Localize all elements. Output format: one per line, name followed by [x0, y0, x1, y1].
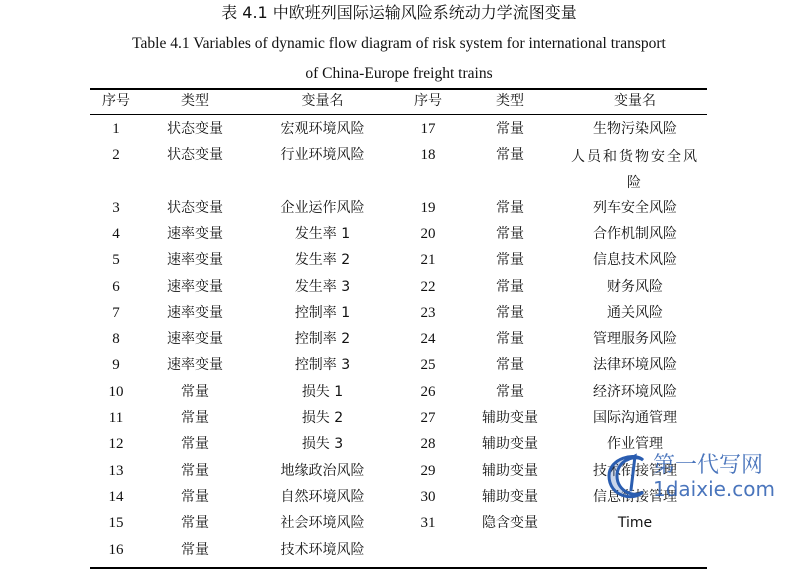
cell-seq-left: 7 — [112, 304, 120, 321]
cell-type-right: 常量 — [496, 252, 524, 269]
header-varname-right: 变量名 — [614, 93, 656, 109]
cell-varname-left: 控制率 3 — [294, 357, 351, 374]
cell-varname-right: 通关风险 — [607, 304, 663, 321]
cell-seq-right: 20 — [420, 225, 436, 242]
cell-type-right: 常量 — [496, 147, 524, 164]
cell-seq-left: 6 — [112, 278, 120, 295]
header-type-left: 类型 — [181, 93, 209, 109]
cell-seq-left: 2 — [112, 147, 120, 164]
cell-seq-left: 3 — [112, 199, 120, 216]
cell-seq-left: 12 — [108, 436, 124, 453]
table-row — [0, 249, 798, 271]
cell-seq-left: 8 — [112, 331, 120, 348]
cell-type-left: 常量 — [181, 541, 209, 558]
caption-english-line-1: Table 4.1 Variables of dynamic flow diagram of risk system for international transport — [132, 35, 666, 52]
cell-varname-right: 财务风险 — [607, 278, 663, 295]
cell-type-left: 速率变量 — [167, 331, 223, 348]
header-seq-right: 序号 — [414, 93, 442, 109]
cell-seq-right: 19 — [420, 199, 436, 216]
cell-type-right: 常量 — [496, 121, 524, 137]
cell-seq-right: 25 — [420, 357, 436, 374]
cell-seq-right: 29 — [420, 462, 436, 479]
cell-seq-right: 26 — [420, 383, 436, 400]
cell-varname-right: Time — [617, 515, 653, 532]
cell-varname-left: 技术环境风险 — [280, 541, 365, 558]
cell-type-right: 常量 — [496, 199, 524, 216]
cell-varname-right: 合作机制风险 — [593, 225, 677, 242]
cell-varname-right: 列车安全风险 — [593, 199, 677, 216]
watermark-en-text: 1daixie.com — [653, 477, 776, 501]
table-row — [0, 486, 798, 508]
cell-varname-right: 国际沟通管理 — [593, 410, 677, 426]
cell-type-left: 常量 — [181, 462, 209, 479]
table-row — [0, 118, 798, 140]
table-header-rule — [90, 114, 707, 115]
cell-varname-right: 法律环境风险 — [593, 357, 677, 374]
table-row — [0, 512, 798, 534]
cell-type-left: 速率变量 — [167, 304, 223, 321]
cell-varname-left: 控制率 1 — [294, 304, 351, 321]
cell-varname-right: 技术衔接管理 — [593, 462, 677, 479]
cell-varname-left: 行业环境风险 — [280, 147, 365, 164]
cell-seq-left: 4 — [112, 225, 120, 242]
cell-varname-left: 损失 1 — [301, 383, 344, 400]
table-row — [0, 144, 798, 192]
cell-seq-left: 16 — [108, 541, 124, 558]
table-row — [0, 407, 798, 429]
cell-varname-left: 损失 3 — [301, 436, 344, 453]
cell-seq-left: 9 — [112, 357, 120, 374]
cell-seq-left: 13 — [108, 462, 124, 479]
cell-type-right: 常量 — [496, 383, 524, 400]
cell-varname-left: 企业运作风险 — [280, 199, 365, 216]
cell-type-left: 速率变量 — [167, 357, 223, 374]
table-row — [0, 276, 798, 298]
cell-type-left: 速率变量 — [167, 278, 223, 295]
cell-varname-left: 损失 2 — [301, 410, 344, 426]
cell-type-right: 常量 — [496, 331, 524, 348]
table-row — [0, 302, 798, 324]
cell-varname-left: 宏观环境风险 — [280, 121, 365, 137]
cell-type-left: 常量 — [181, 488, 209, 505]
cell-seq-right: 30 — [420, 488, 436, 505]
cell-varname-left: 发生率 1 — [294, 225, 351, 242]
cell-seq-right: 28 — [420, 436, 436, 453]
cell-seq-right: 23 — [420, 304, 436, 321]
table-row — [0, 433, 798, 455]
table-row — [0, 223, 798, 245]
table-row — [0, 381, 798, 403]
cell-type-right: 常量 — [496, 225, 524, 242]
cell-varname-right: 信息衔接管理 — [593, 488, 677, 505]
cell-seq-right: 24 — [420, 331, 436, 348]
cell-varname-right: 人员和货物安全风险 — [571, 149, 699, 192]
caption-chinese: 表 4.1 中欧班列国际运输风险系统动力学流图变量 — [221, 3, 577, 22]
cell-seq-right: 17 — [420, 121, 436, 137]
cell-varname-right: 作业管理 — [607, 436, 663, 453]
cell-type-right: 辅助变量 — [482, 410, 538, 426]
cell-seq-left: 5 — [112, 252, 120, 269]
cell-type-right: 常量 — [496, 357, 524, 374]
table-bottom-rule — [90, 567, 707, 569]
cell-varname-right: 管理服务风险 — [593, 331, 677, 348]
table-row — [0, 539, 798, 561]
cell-seq-left: 15 — [108, 515, 124, 532]
cell-seq-left: 10 — [108, 383, 124, 400]
cell-varname-right: 经济环境风险 — [593, 383, 677, 400]
cell-seq-right: 22 — [420, 278, 436, 295]
cell-seq-right: 31 — [420, 515, 436, 532]
cell-type-left: 速率变量 — [167, 252, 223, 269]
cell-type-right: 隐含变量 — [482, 515, 538, 532]
cell-type-right: 辅助变量 — [482, 436, 538, 453]
cell-type-left: 常量 — [181, 436, 209, 453]
cell-seq-right: 21 — [420, 252, 436, 269]
cell-varname-right: 生物污染风险 — [593, 121, 677, 137]
caption-english-line-2: of China-Europe freight trains — [305, 65, 493, 82]
table-row — [0, 354, 798, 376]
cell-seq-left: 14 — [108, 488, 124, 505]
cell-type-right: 常量 — [496, 278, 524, 295]
cell-varname-left: 发生率 3 — [294, 278, 351, 295]
cell-varname-left: 控制率 2 — [294, 331, 351, 348]
cell-varname-left: 发生率 2 — [294, 252, 351, 269]
cell-varname-left: 自然环境风险 — [280, 488, 365, 505]
cell-type-right: 辅助变量 — [482, 462, 538, 479]
cell-type-left: 状态变量 — [167, 147, 223, 164]
cell-type-left: 常量 — [181, 515, 209, 532]
table-row — [0, 328, 798, 350]
cell-type-right: 辅助变量 — [482, 488, 538, 505]
header-seq-left: 序号 — [102, 93, 130, 109]
table-header-row — [0, 90, 798, 112]
cell-seq-left: 11 — [108, 410, 124, 426]
cell-varname-left: 社会环境风险 — [280, 515, 365, 532]
watermark-cn-text: 第一代写网 — [653, 453, 764, 478]
cell-type-left: 常量 — [181, 410, 209, 426]
cell-varname-right: 信息技术风险 — [593, 252, 677, 269]
table-row — [0, 197, 798, 219]
cell-type-left: 常量 — [181, 383, 209, 400]
cell-type-left: 状态变量 — [167, 199, 223, 216]
cell-seq-left: 1 — [112, 121, 120, 137]
cell-type-left: 状态变量 — [167, 121, 223, 137]
cell-type-left: 速率变量 — [167, 225, 223, 242]
cell-seq-right: 18 — [420, 147, 436, 164]
cell-type-right: 常量 — [496, 304, 524, 321]
cell-seq-right: 27 — [420, 410, 436, 426]
cell-varname-left: 地缘政治风险 — [280, 462, 365, 479]
header-type-right: 类型 — [496, 93, 524, 109]
table-row — [0, 460, 798, 482]
header-varname-left: 变量名 — [301, 93, 344, 109]
